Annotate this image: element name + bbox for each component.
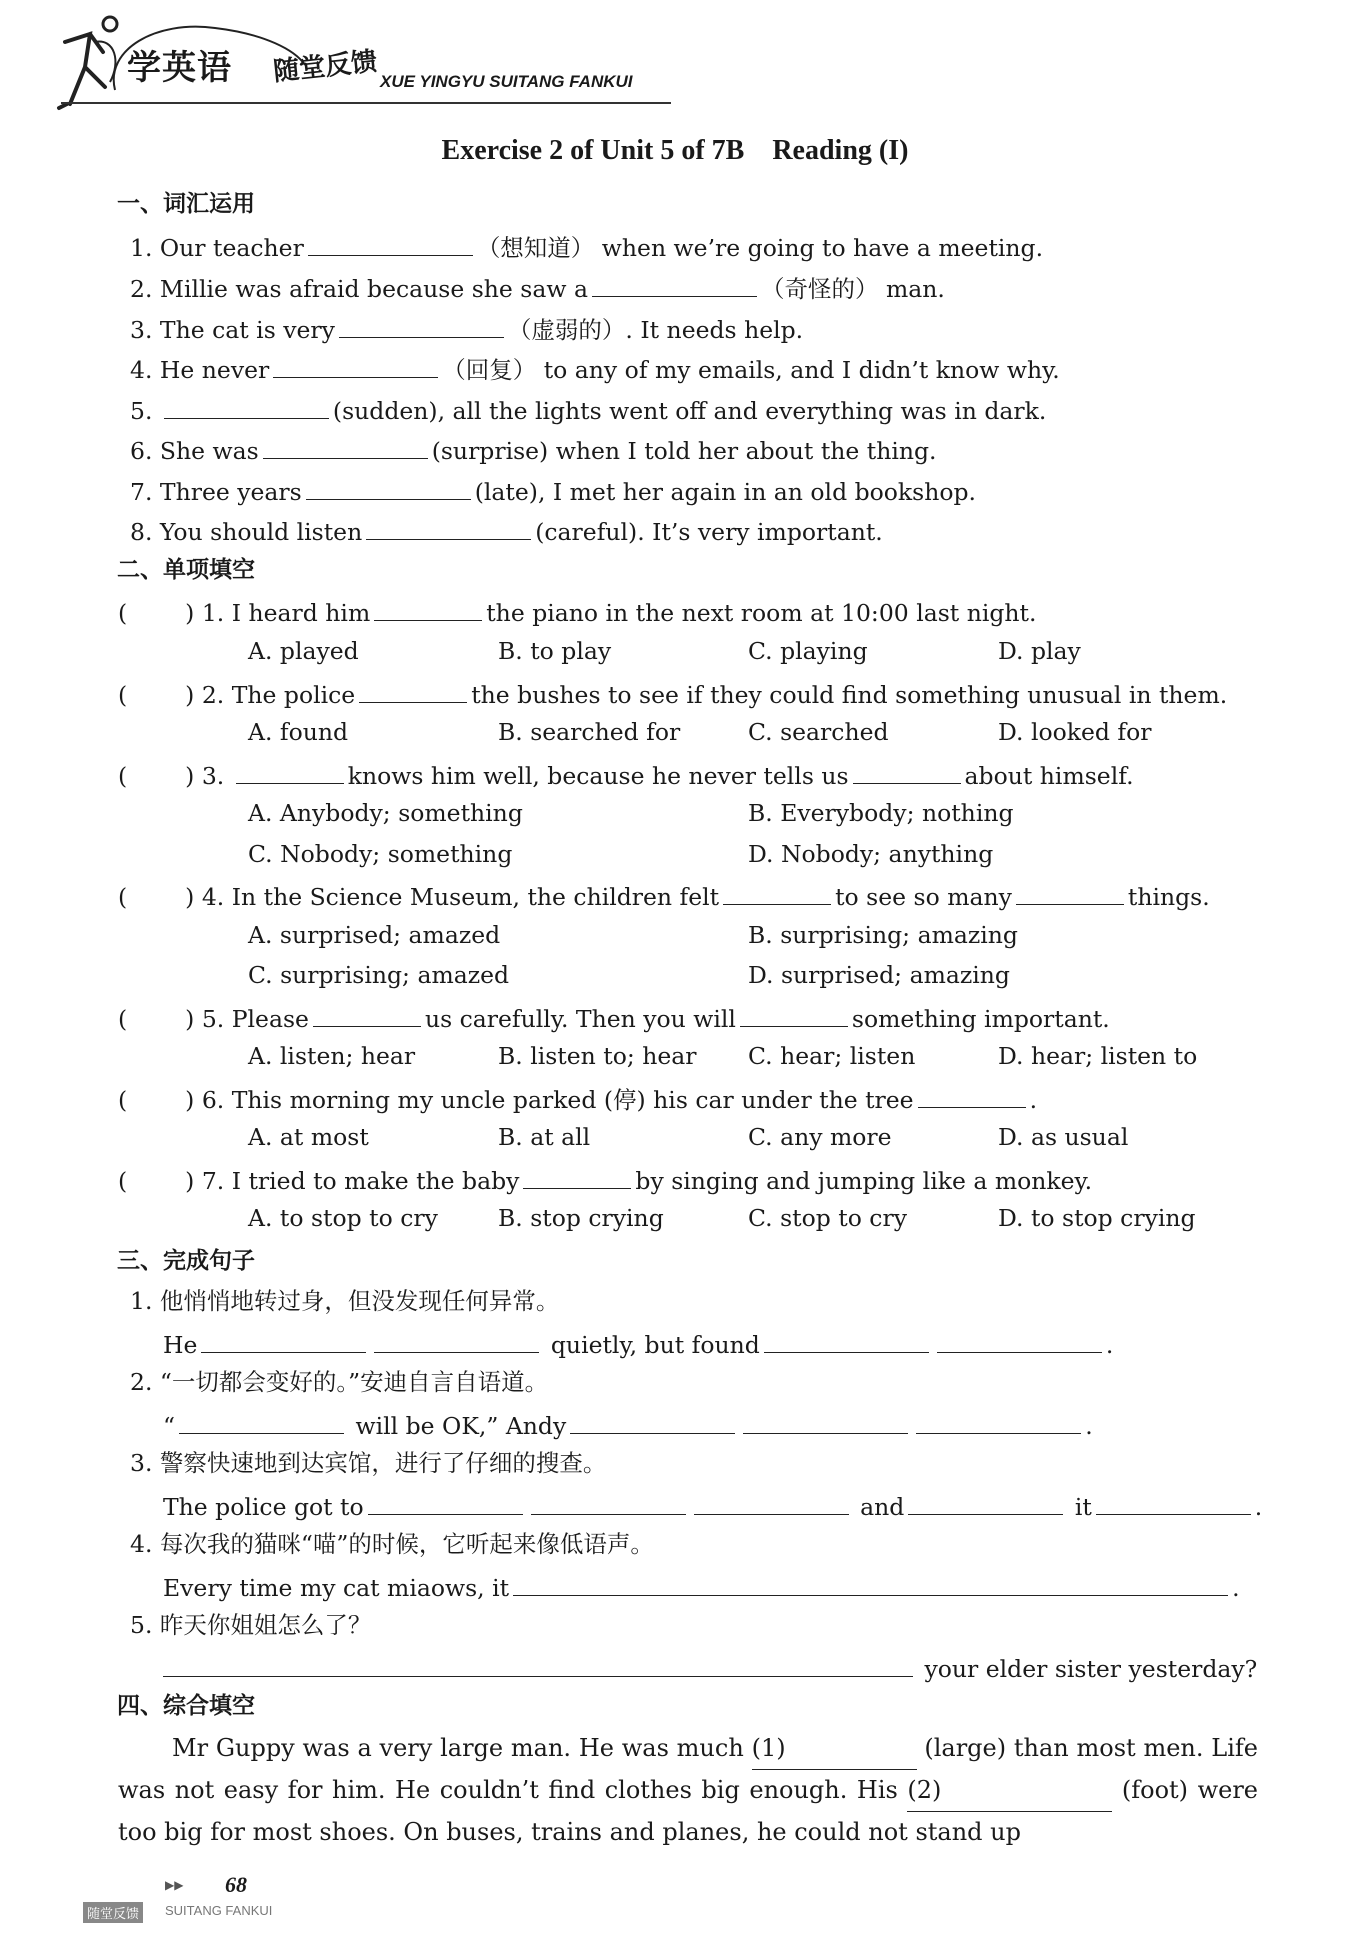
answer-blank[interactable] bbox=[1016, 878, 1124, 905]
section-2-heading: 二、单项填空 bbox=[117, 557, 255, 583]
cloze-blank-2[interactable]: (2) bbox=[907, 1770, 1112, 1812]
mcq-question: ( ) 4. In the Science Museum, the children felt to see so many things. bbox=[118, 878, 1210, 913]
answer-blank[interactable] bbox=[1096, 1488, 1251, 1515]
answer-slot[interactable] bbox=[131, 677, 181, 703]
answer-blank[interactable] bbox=[937, 1326, 1102, 1353]
footer-badge: 随堂反馈 bbox=[83, 1902, 143, 1923]
page-title: Exercise 2 of Unit 5 of 7B Reading (I) bbox=[441, 135, 909, 166]
page-footer bbox=[83, 1868, 323, 1922]
mcq-option[interactable]: C. hear; listen bbox=[748, 1042, 916, 1070]
answer-slot[interactable] bbox=[131, 595, 181, 621]
header-title: 学英语 bbox=[127, 48, 232, 88]
s3-item-1-cn: 1. 他悄悄地转过身，但没发现任何异常。 bbox=[130, 1287, 560, 1315]
s3-item-2-cn: 2. “一切都会变好的。”安迪自言自语道。 bbox=[130, 1368, 549, 1396]
mcq-question: ( ) 7. I tried to make the baby by singing and jumping like a monkey. bbox=[118, 1162, 1092, 1197]
header-subtitle-en: XUE YINGYU SUITANG FANKUI bbox=[380, 72, 633, 91]
s3-item-3-cn: 3. 警察快速地到达宾馆，进行了仔细的搜查。 bbox=[130, 1449, 607, 1477]
mcq-question: ( ) 2. The police the bushes to see if they could find something unusual in them. bbox=[118, 676, 1227, 711]
s3-item-1-en: He quietly, but found . bbox=[163, 1326, 1113, 1361]
mcq-option[interactable]: C. any more bbox=[748, 1123, 892, 1151]
mcq-option[interactable]: D. hear; listen to bbox=[998, 1042, 1198, 1070]
answer-blank[interactable] bbox=[368, 1488, 523, 1515]
answer-blank[interactable] bbox=[263, 432, 428, 459]
mcq-question: ( ) 1. I heard him the piano in the next room at 10:00 last night. bbox=[118, 594, 1036, 629]
mcq-option[interactable]: A. surprised; amazed bbox=[248, 921, 501, 949]
answer-blank[interactable] bbox=[366, 513, 531, 540]
mcq-option[interactable]: A. listen; hear bbox=[248, 1042, 416, 1070]
arrow-icon: ▶▶ bbox=[165, 1878, 184, 1892]
mcq-option[interactable]: C. searched bbox=[748, 718, 889, 746]
cloze-blank-1[interactable]: (1) bbox=[752, 1728, 917, 1770]
answer-blank[interactable] bbox=[918, 1081, 1026, 1108]
answer-blank[interactable] bbox=[740, 1000, 848, 1027]
answer-blank[interactable] bbox=[908, 1488, 1063, 1515]
s3-item-5-en: your elder sister yesterday? bbox=[163, 1650, 1257, 1685]
mcq-option[interactable]: C. playing bbox=[748, 637, 868, 665]
mcq-option[interactable]: D. to stop crying bbox=[998, 1204, 1196, 1232]
answer-blank[interactable] bbox=[694, 1488, 849, 1515]
mcq-option[interactable]: D. as usual bbox=[998, 1123, 1129, 1151]
mcq-option[interactable]: B. at all bbox=[498, 1123, 591, 1151]
answer-blank[interactable] bbox=[570, 1407, 735, 1434]
s3-item-4-cn: 4. 每次我的猫咪“喵”的时候，它听起来像低语声。 bbox=[130, 1530, 654, 1558]
vocab-item: 5. (sudden), all the lights went off and everything was in dark. bbox=[130, 392, 1046, 427]
answer-blank[interactable] bbox=[201, 1326, 366, 1353]
answer-blank[interactable] bbox=[592, 270, 757, 297]
mcq-option[interactable]: D. looked for bbox=[998, 718, 1152, 746]
section-3-heading: 三、完成句子 bbox=[117, 1248, 255, 1274]
mcq-question: ( ) 6. This morning my uncle parked (停) his car under the tree . bbox=[118, 1081, 1037, 1116]
answer-blank[interactable] bbox=[359, 676, 467, 703]
answer-blank[interactable] bbox=[273, 351, 438, 378]
mcq-option[interactable]: A. played bbox=[248, 637, 359, 665]
answer-blank[interactable] bbox=[374, 1326, 539, 1353]
vocab-item: 3. The cat is very （虚弱的）. It needs help. bbox=[130, 311, 803, 346]
vocab-item: 7. Three years (late), I met her again in an old bookshop. bbox=[130, 473, 976, 508]
answer-blank[interactable] bbox=[313, 1000, 421, 1027]
answer-blank[interactable] bbox=[853, 757, 961, 784]
mcq-question: ( ) 3. knows him well, because he never tells us about himself. bbox=[118, 757, 1134, 792]
answer-blank[interactable] bbox=[306, 473, 471, 500]
vocab-item: 1. Our teacher （想知道） when we’re going to have a meeting. bbox=[130, 229, 1043, 264]
page-number: 68 bbox=[225, 1872, 247, 1897]
cloze-passage: Mr Guppy was a very large man. He was much (1) (large) than most men. Life was not easy for him. He couldn’t find clothes big enough. His (2) (foot) were too big for most shoes. On buses, trains and planes, he could not stand up bbox=[118, 1728, 1258, 1853]
answer-blank[interactable] bbox=[339, 311, 504, 338]
s3-item-3-en: The police got to and it . bbox=[163, 1488, 1262, 1523]
mcq-option[interactable]: B. surprising; amazing bbox=[748, 921, 1018, 949]
header-rule bbox=[61, 102, 671, 104]
mcq-option[interactable]: D. Nobody; anything bbox=[748, 840, 994, 868]
mcq-option[interactable]: A. at most bbox=[248, 1123, 369, 1151]
mcq-option[interactable]: D. surprised; amazing bbox=[748, 961, 1010, 989]
answer-blank[interactable] bbox=[374, 594, 482, 621]
answer-blank[interactable] bbox=[523, 1162, 631, 1189]
answer-slot[interactable] bbox=[131, 1001, 181, 1027]
answer-blank[interactable] bbox=[723, 878, 831, 905]
mcq-option[interactable]: C. stop to cry bbox=[748, 1204, 907, 1232]
mcq-question: ( ) 5. Please us carefully. Then you will something important. bbox=[118, 1000, 1110, 1035]
answer-blank[interactable] bbox=[916, 1407, 1081, 1434]
answer-slot[interactable] bbox=[131, 1082, 181, 1108]
mcq-option[interactable]: A. Anybody; something bbox=[248, 799, 523, 827]
mcq-option[interactable]: C. surprising; amazed bbox=[248, 961, 510, 989]
footer-label: SUITANG FANKUI bbox=[165, 1903, 273, 1918]
section-4-heading: 四、综合填空 bbox=[117, 1693, 255, 1719]
answer-blank[interactable] bbox=[164, 392, 329, 419]
s3-item-2-en: “ will be OK,” Andy . bbox=[163, 1407, 1093, 1442]
answer-slot[interactable] bbox=[131, 879, 181, 905]
mcq-option[interactable]: B. listen to; hear bbox=[498, 1042, 697, 1070]
vocab-item: 4. He never （回复） to any of my emails, and I didn’t know why. bbox=[130, 351, 1060, 386]
s3-item-4-en: Every time my cat miaows, it . bbox=[163, 1569, 1240, 1604]
header-subtitle: 随堂反馈 bbox=[271, 46, 379, 88]
mcq-option[interactable]: C. Nobody; something bbox=[248, 840, 513, 868]
vocab-item: 2. Millie was afraid because she saw a （奇怪的） man. bbox=[130, 270, 945, 305]
answer-blank[interactable] bbox=[236, 757, 344, 784]
vocab-item: 8. You should listen (careful). It’s very important. bbox=[130, 513, 883, 548]
mcq-option[interactable]: A. to stop to cry bbox=[248, 1204, 438, 1232]
answer-blank[interactable] bbox=[308, 229, 473, 256]
answer-blank[interactable] bbox=[163, 1650, 913, 1677]
vocab-item: 6. She was (surprise) when I told her about the thing. bbox=[130, 432, 937, 467]
answer-blank[interactable] bbox=[179, 1407, 344, 1434]
answer-blank[interactable] bbox=[764, 1326, 929, 1353]
answer-blank[interactable] bbox=[513, 1569, 1228, 1596]
mcq-option[interactable]: B. to play bbox=[498, 637, 612, 665]
section-1-heading: 一、词汇运用 bbox=[117, 191, 255, 217]
mcq-option[interactable]: B. stop crying bbox=[498, 1204, 664, 1232]
mcq-option[interactable]: A. found bbox=[248, 718, 349, 746]
answer-slot[interactable] bbox=[131, 758, 181, 784]
answer-blank[interactable] bbox=[531, 1488, 686, 1515]
mcq-option[interactable]: B. searched for bbox=[498, 718, 681, 746]
header-logo bbox=[55, 12, 695, 112]
mcq-option[interactable]: D. play bbox=[998, 637, 1081, 665]
answer-blank[interactable] bbox=[743, 1407, 908, 1434]
answer-slot[interactable] bbox=[131, 1163, 181, 1189]
s3-item-5-cn: 5. 昨天你姐姐怎么了？ bbox=[130, 1611, 372, 1639]
mcq-option[interactable]: B. Everybody; nothing bbox=[748, 799, 1014, 827]
